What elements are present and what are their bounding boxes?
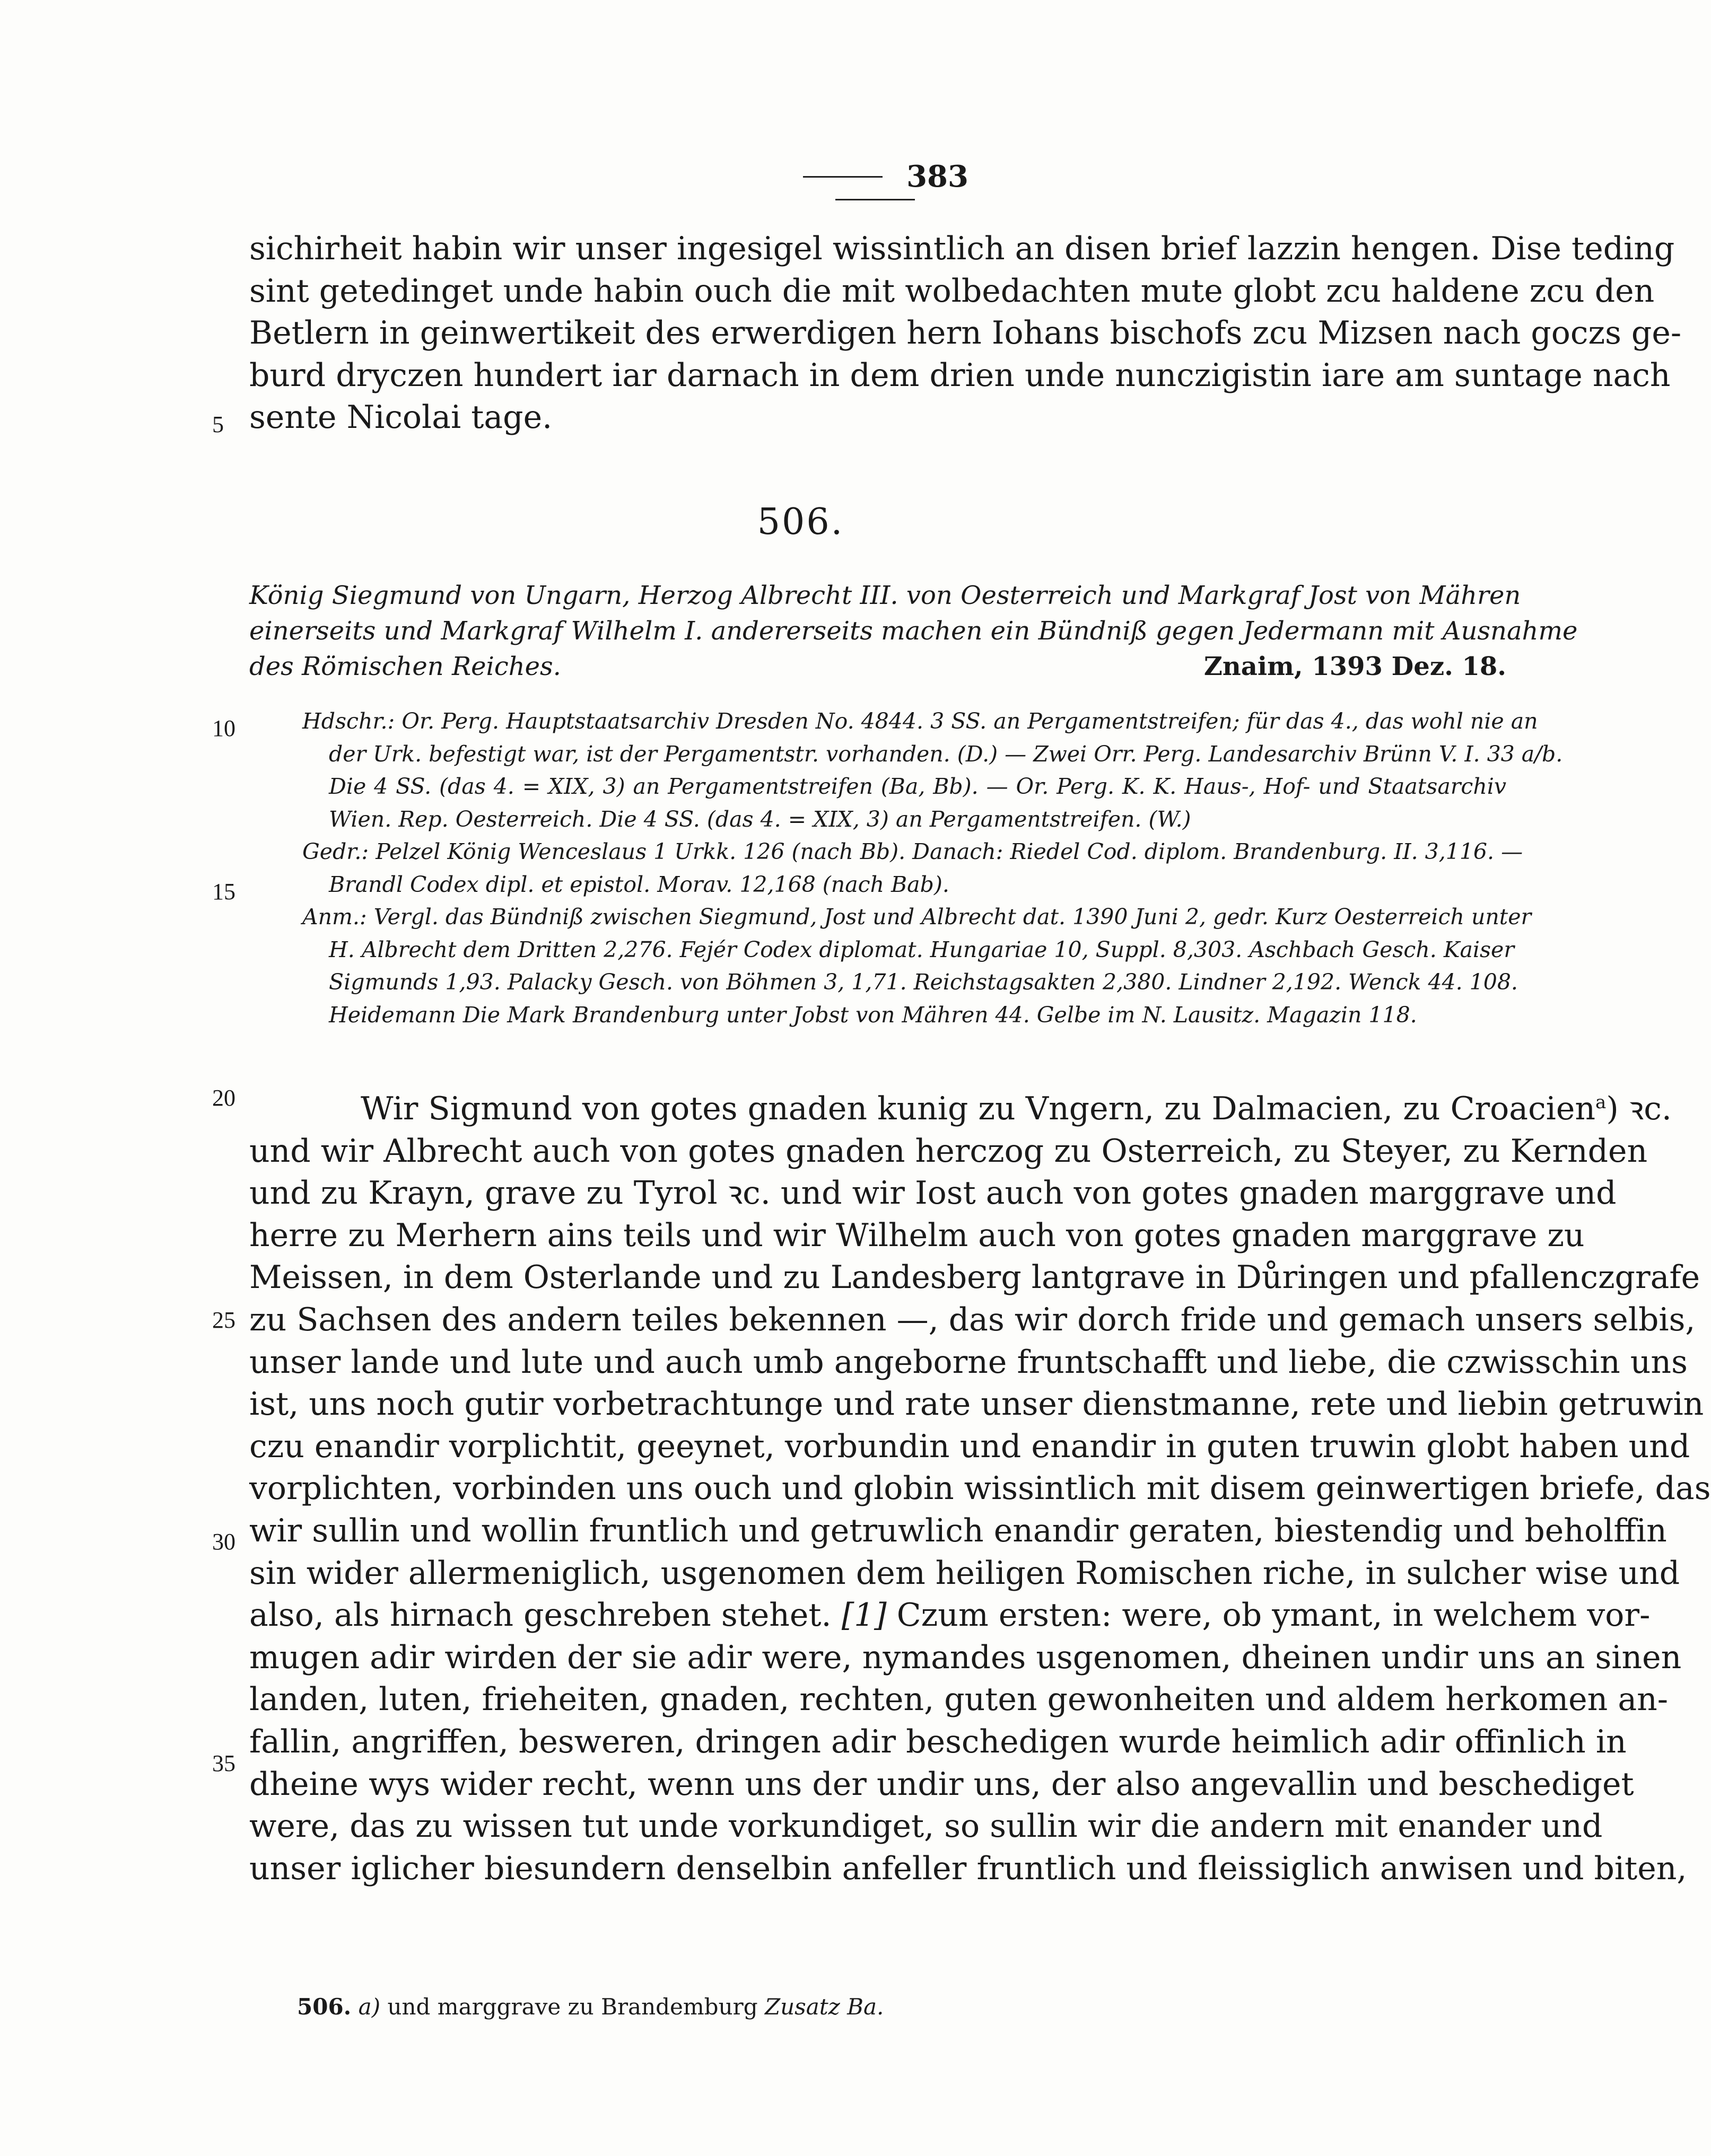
apparatus-line: Hdschr.: Or. Perg. Hauptstaatsarchiv Dresden No. 4844. 3 SS. an Pergamentstreifen; für das 4., das wohl nie an <box>302 708 1538 734</box>
header-rule-right <box>835 199 915 200</box>
document-number: 506. <box>757 501 844 543</box>
apparatus-line: Sigmunds 1,93. Palacky Gesch. von Böhmen 3, 1,71. Reichstagsakten 2,380. Lindner 2,192. Wenck 44. 108. <box>329 969 1518 995</box>
text-line: landen, luten, frieheiten, gnaden, rechten, guten gewonheiten und aldem herkomen an- <box>249 1681 1669 1719</box>
text-line: dheine wys wider recht, wenn uns der undir uns, der also angevallin und beschediget <box>249 1765 1634 1803</box>
charter-first-line <box>249 1082 1672 1130</box>
footnote-ref: a) <box>358 1994 381 2020</box>
text-line: sichirheit habin wir unser ingesigel wissintlich an disen brief lazzin hengen. Dise teding <box>249 230 1675 267</box>
text-line: und wir Albrecht auch von gotes gnaden herczog zu Osterreich, zu Steyer, zu Kernden <box>249 1132 1648 1170</box>
footnote-text: und marggrave zu Brandemburg <box>387 1994 758 2020</box>
line-number: 25 <box>212 1307 235 1333</box>
header-rule-left <box>803 176 883 178</box>
place-date: Znaim, 1393 Dez. 18. <box>1203 652 1506 681</box>
charter-line-section <box>249 1594 1651 1637</box>
text-line: sint getedinget unde habin ouch die mit wolbedachten mute globt zcu haldene zcu den <box>249 272 1655 310</box>
text-line: unser iglicher biesundern denselbin anfeller fruntlich und fleissiglich anwisen und biten, <box>249 1850 1687 1887</box>
text-line: sin wider allermeniglich, usgenomen dem heiligen Romischen riche, in sulcher wise und <box>249 1554 1680 1592</box>
text-line: sente Nicolai tage. <box>249 399 553 436</box>
regest-line: des Römischen Reiches. <box>249 652 561 681</box>
text-line: wir sullin und wollin fruntlich und getruwlich enandir geraten, biestendig und beholffin <box>249 1512 1667 1549</box>
opening-text <box>249 228 1682 439</box>
regest-line: König Siegmund von Ungarn, Herzog Albrecht III. von Oesterreich und Markgraf Jost von Mähren <box>249 581 1521 610</box>
page-number: 383 <box>906 159 968 194</box>
footnote-marker: a <box>1595 1092 1607 1113</box>
apparatus-line: Wien. Rep. Oesterreich. Die 4 SS. (das 4. = XIX, 3) an Pergamentstreifen. (W.) <box>329 806 1191 832</box>
text-fragment: ) ꝛc. <box>1606 1090 1672 1127</box>
apparatus-line: Gedr.: Pelzel König Wenceslaus 1 Urkk. 126 (nach Bb). Danach: Riedel Cod. diplom. Brandenburg. II. 3,116. — <box>302 839 1523 864</box>
line-number: 15 <box>212 879 235 905</box>
text-fragment: also, als hirnach geschreben stehet. <box>249 1597 832 1634</box>
apparatus-line: Die 4 SS. (das 4. = XIX, 3) an Pergamentstreifen (Ba, Bb). — Or. Perg. K. K. Haus-, Hof- und Staatsarchiv <box>329 774 1506 799</box>
apparatus-line: Anm.: Vergl. das Bündniß zwischen Siegmund, Jost und Albrecht dat. 1390 Juni 2, gedr. Kurz Oesterreich unter <box>302 904 1532 930</box>
apparatus <box>249 705 1563 1031</box>
page-header <box>727 159 1024 204</box>
apparatus-line: Brandl Codex dipl. et epistol. Morav. 12,168 (nach Bab). <box>329 871 949 897</box>
line-number: 35 <box>212 1750 235 1776</box>
section-marker: [1] <box>841 1597 887 1634</box>
text-line: und zu Krayn, grave zu Tyrol ꝛc. und wir Iost auch von gotes gnaden marggrave und <box>249 1175 1617 1212</box>
text-line: zu Sachsen des andern teiles bekennen —, das wir dorch fride und gemach unsers selbis, <box>249 1301 1696 1338</box>
text-line: Betlern in geinwertikeit des erwerdigen hern Iohans bischofs zcu Mizsen nach goczs ge- <box>249 314 1682 352</box>
line-number: 30 <box>212 1529 235 1555</box>
regest-line: einerseits und Markgraf Wilhelm I. andererseits machen ein Bündniß gegen Jedermann mit Ausnahme <box>249 616 1578 646</box>
line-number: 20 <box>212 1085 235 1111</box>
text-line: Meissen, in dem Osterlande und zu Landesberg lantgrave in Důringen und pfallenczgrafe <box>249 1259 1700 1296</box>
regest-line-last <box>249 649 1506 685</box>
apparatus-line: Heidemann Die Mark Brandenburg unter Jobst von Mähren 44. Gelbe im N. Lausitz. Magazin 118. <box>329 1002 1417 1028</box>
text-fragment: Wir Sigmund von gotes gnaden kunig zu Vngern, zu Dalmacien, zu Croacien <box>361 1090 1596 1127</box>
charter-text <box>249 1082 1711 1890</box>
text-line: fallin, angriffen, besweren, dringen adir beschedigen wurde heimlich adir offinlich in <box>249 1723 1627 1760</box>
text-line: were, das zu wissen tut unde vorkundiget, so sullin wir die andern mit enander und <box>249 1808 1603 1845</box>
footnote-source: Zusatz Ba. <box>764 1994 884 2020</box>
text-fragment: Czum ersten: were, ob ymant, in welchem vor- <box>896 1597 1651 1634</box>
regest <box>249 578 1578 685</box>
apparatus-line: der Urk. befestigt war, ist der Pergamentstr. vorhanden. (D.) — Zwei Orr. Perg. Landesarchiv Brünn V. I. 33 a/b. <box>329 741 1563 767</box>
text-line: ist, uns noch gutir vorbetrachtunge und rate unser dienstmanne, rete und liebin getruwin <box>249 1386 1704 1423</box>
text-line: unser lande und lute und auch umb angeborne fruntschafft und liebe, die czwisschin uns <box>249 1343 1688 1381</box>
text-line: mugen adir wirden der sie adir were, nymandes usgenomen, dheinen undir uns an sinen <box>249 1638 1682 1676</box>
line-number: 10 <box>212 715 235 741</box>
footnote-doc-number: 506. <box>297 1994 352 2020</box>
footnote <box>297 1994 884 2020</box>
text-line: herre zu Merhern ains teils und wir Wilhelm auch von gotes gnaden marggrave zu <box>249 1216 1585 1254</box>
text-line: czu enandir vorplichtit, geeynet, vorbundin und enandir in guten truwin globt haben und <box>249 1427 1690 1465</box>
text-line: burd dryczen hundert iar darnach in dem drien unde nunczigistin iare am suntage nach <box>249 356 1671 394</box>
line-number: 5 <box>212 411 224 437</box>
text-line: vorplichten, vorbinden uns ouch und globin wissintlich mit disem geinwertigen briefe, das <box>249 1470 1711 1508</box>
apparatus-line: H. Albrecht dem Dritten 2,276. Fejér Codex diplomat. Hungariae 10, Suppl. 8,303. Aschbach Gesch. Kaiser <box>329 936 1514 962</box>
